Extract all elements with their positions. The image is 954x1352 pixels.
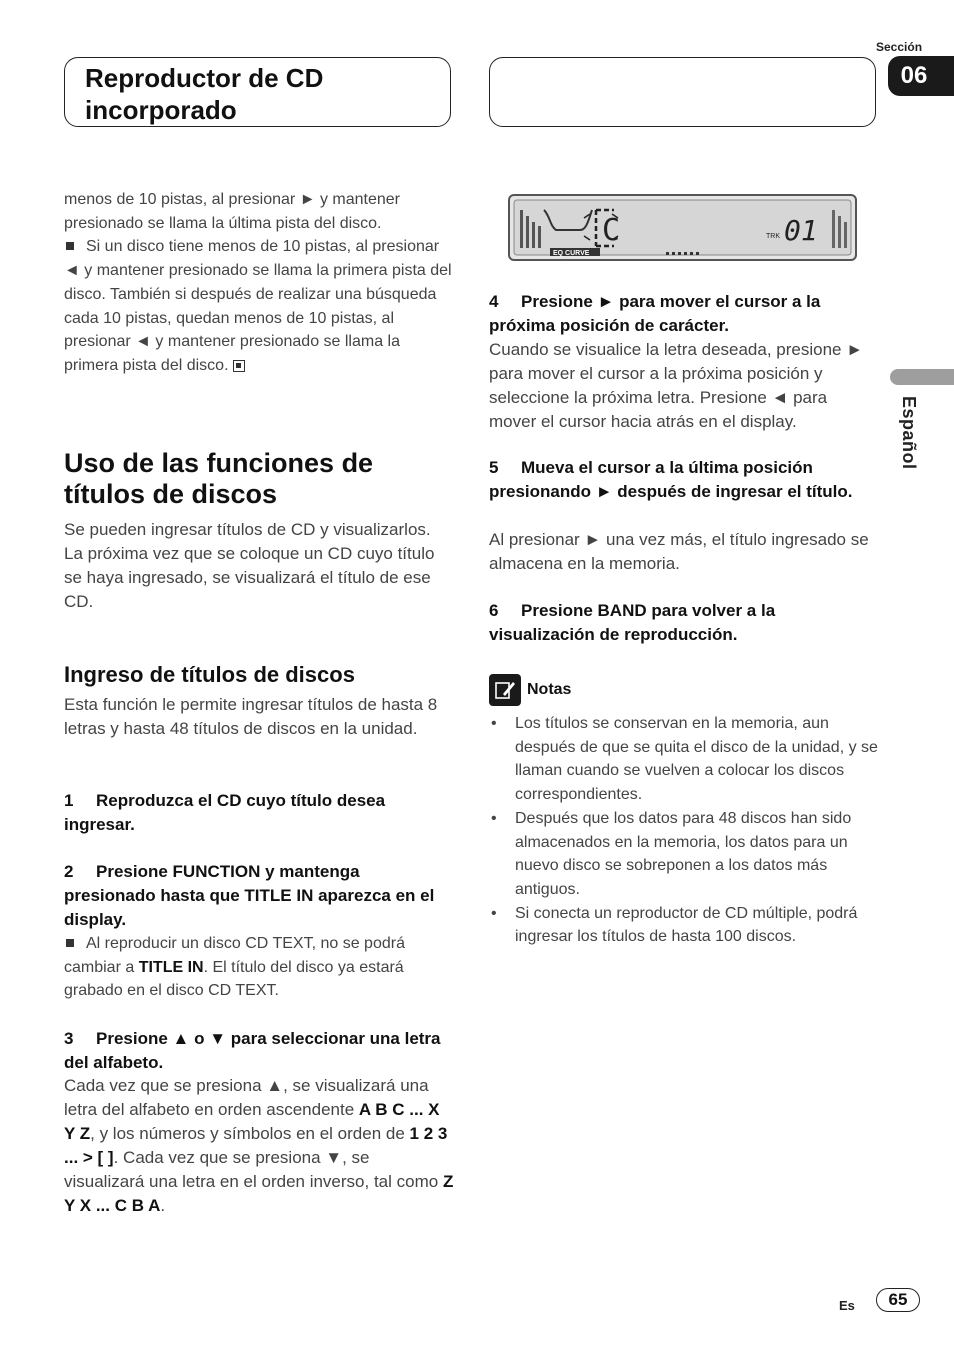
step-3-body-a: Cada vez que se presiona ▲, se visualizará una letra del alfabeto en orden ascendente (64, 1076, 429, 1119)
step-5-text: Mueva el cursor a la última posición presionando ► después de ingresar el título. (489, 458, 853, 501)
trk-label: TRK (766, 233, 780, 240)
step-3-body-d: . (160, 1196, 166, 1215)
step-3-bold-1: A B C ... X Y Z (64, 1100, 440, 1143)
step-3-body (64, 1074, 454, 1218)
step-2-bullet-text-a: Al reproducir un disco CD TEXT, no se podrá cambiar a (64, 935, 405, 976)
note-item: • Después que los datos para 48 discos han sido almacenados en la memoria, los datos para un nuevo disco se sobreponen a los datos más antiguos. (489, 807, 879, 902)
step-2-text: Presione FUNCTION y mantenga presionado hasta que TITLE IN aparezca en el display. (64, 862, 435, 929)
step-4 (489, 290, 877, 338)
step-5-number: 5 (489, 458, 499, 477)
lcd-display-graphic (510, 196, 855, 259)
step-4-number: 4 (489, 292, 499, 311)
end-mark-icon (233, 360, 245, 372)
step-4-text: Presione ► para mover el cursor a la próxima posición de carácter. (489, 292, 821, 335)
eq-curve-label: EQ CURVE (553, 250, 590, 257)
step-2-number: 2 (64, 862, 74, 881)
square-bullet-icon (66, 242, 74, 250)
language-tab-bar (890, 369, 954, 385)
step-2 (64, 860, 452, 932)
step-1-text: Reproduzca el CD cuyo título desea ingresar. (64, 791, 386, 834)
step-3-body-b: , y los números y símbolos en el orden de (90, 1124, 410, 1143)
step-2-bullet-bold: TITLE IN (138, 958, 204, 976)
subsection-intro: Esta función le permite ingresar títulos de hasta 8 letras y hasta 48 títulos de discos en la unidad. (64, 695, 438, 738)
step-3-bold-2: 1 2 3 ... > [ ] (64, 1124, 448, 1167)
section-number: 06 (900, 62, 928, 89)
step-5 (489, 456, 877, 504)
language-label: Español (899, 396, 919, 470)
square-bullet-icon (66, 939, 74, 947)
intro-bullet (64, 235, 454, 377)
step-5-body: Al presionar ► una vez más, el título ingresado se almacena en la memoria. (489, 530, 869, 573)
lcd-display-illustration (508, 194, 857, 261)
notes-title: Notas (527, 681, 572, 698)
lcd-track-number: 01 (784, 214, 818, 247)
step-1 (64, 789, 444, 837)
section-label: Sección (876, 40, 923, 54)
language-code: Es (839, 1298, 855, 1313)
step-4-body: Cuando se visualice la letra deseada, presione ► para mover el cursor a la próxima posición y seleccione la próxima letra. Presione ◄ para mover el cursor hacia atrás en el display. (489, 340, 864, 431)
step-3-bold-3: Z Y X ... C B A (64, 1172, 454, 1215)
section-number-tab (888, 56, 954, 96)
subsection-heading: Ingreso de títulos de discos (64, 662, 355, 687)
note-item: • Si conecta un reproductor de CD múltiple, podrá ingresar los títulos de hasta 100 discos. (489, 902, 879, 949)
notes-header (489, 674, 879, 706)
step-2-bullet (64, 932, 450, 1003)
section-heading: Uso de las funciones de títulos de discos (64, 448, 374, 509)
page-title: Reproductor de CD incorporado (85, 63, 324, 125)
section-intro: Se pueden ingresar títulos de CD y visualizarlos. La próxima vez que se coloque un CD cuyo título se haya ingresado, se visualizará el título de ese CD. (64, 520, 435, 611)
note-item: • Los títulos se conservan en la memoria, aun después de que se quita el disco de la unidad, y se llaman cuando se vuelven a colocar los discos correspondientes. (489, 712, 879, 807)
step-3-body-c: . Cada vez que se presiona ▼, se visualizará una letra en el orden inverso, tal como (64, 1148, 443, 1191)
header-empty-box (489, 57, 876, 127)
intro-bullet-text: Si un disco tiene menos de 10 pistas, al presionar ◄ y mantener presionado se llama la primera pista del disco. También si después de realizar una búsqueda cada 10 pistas, quedan menos de 10 pistas, al presionar ◄ y mantener presionado se llama la primera pista del disco. (64, 238, 452, 374)
header-title-box (64, 57, 451, 127)
lcd-cursor-char: C (602, 213, 621, 248)
step-6-text: Presione BAND para volver a la visualización de reproducción. (489, 601, 776, 644)
step-6-number: 6 (489, 601, 499, 620)
notepad-pencil-icon (489, 674, 521, 706)
intro-continuation (64, 188, 454, 378)
intro-cont-text: menos de 10 pistas, al presionar ► y mantener presionado se llama la última pista del disco. (64, 191, 401, 232)
step-3-text: Presione ▲ o ▼ para seleccionar una letra del alfabeto. (64, 1029, 441, 1072)
page-number-badge (876, 1288, 920, 1312)
notes-list (489, 712, 879, 949)
page-number: 65 (888, 1290, 908, 1309)
step-3 (64, 1027, 452, 1075)
step-3-number: 3 (64, 1029, 74, 1048)
step-6 (489, 599, 877, 647)
step-1-number: 1 (64, 791, 74, 810)
step-2-bullet-text-b: . El título del disco ya estará grabado en el disco CD TEXT. (64, 958, 404, 1000)
